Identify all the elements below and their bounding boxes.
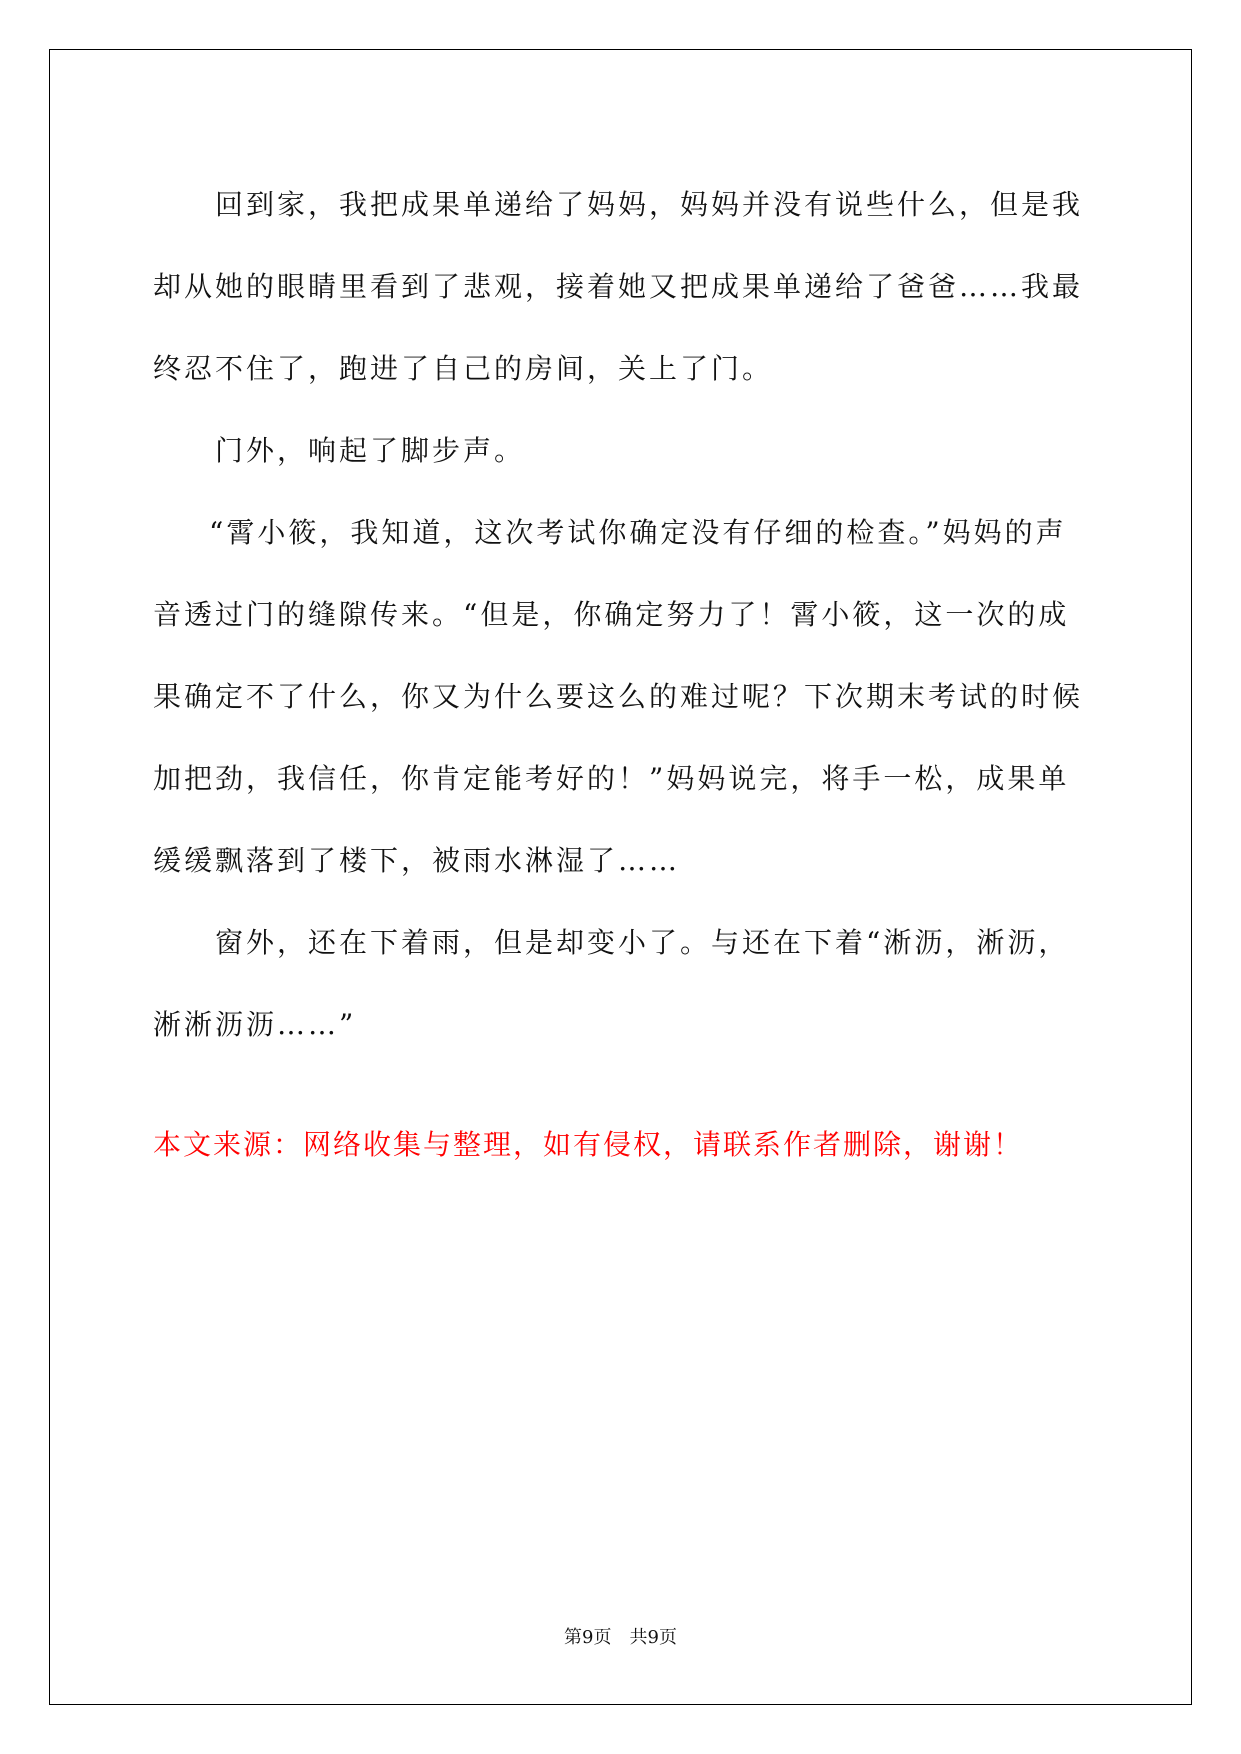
paragraph-1: 回到家，我把成果单递给了妈妈，妈妈并没有说些什么，但是我却从她的眼睛里看到了悲观，接着她又把成果单递给了爸爸……我最终忍不住了，跑进了自己的房间，关上了门。	[153, 188, 1084, 385]
paragraph-4: 窗外，还在下着雨，但是却变小了。与还在下着“淅沥，淅沥，淅淅沥沥……”	[153, 926, 1070, 1041]
page-footer	[0, 1623, 1241, 1649]
paragraph-2: 门外，响起了脚步声。	[215, 434, 526, 467]
paragraph-3: “霄小筱，我知道，这次考试你确定没有仔细的检查。”妈妈的声音透过门的缝隙传来。“但是，你确定努力了！霄小筱，这一次的成果确定不了什么，你又为什么要这么的难过呢？下次期末考试的时候加把劲，我信任，你肯定能考好的！”妈妈说完，将手一松，成果单缓缓飘落到了楼下，被雨水淋湿了……	[153, 516, 1084, 877]
page-total: 共9页	[629, 1627, 677, 1648]
document-body	[153, 164, 1085, 1066]
source-note: 本文来源：网络收集与整理，如有侵权，请联系作者删除，谢谢！	[153, 1128, 1024, 1161]
page-number: 第9页	[564, 1627, 612, 1648]
